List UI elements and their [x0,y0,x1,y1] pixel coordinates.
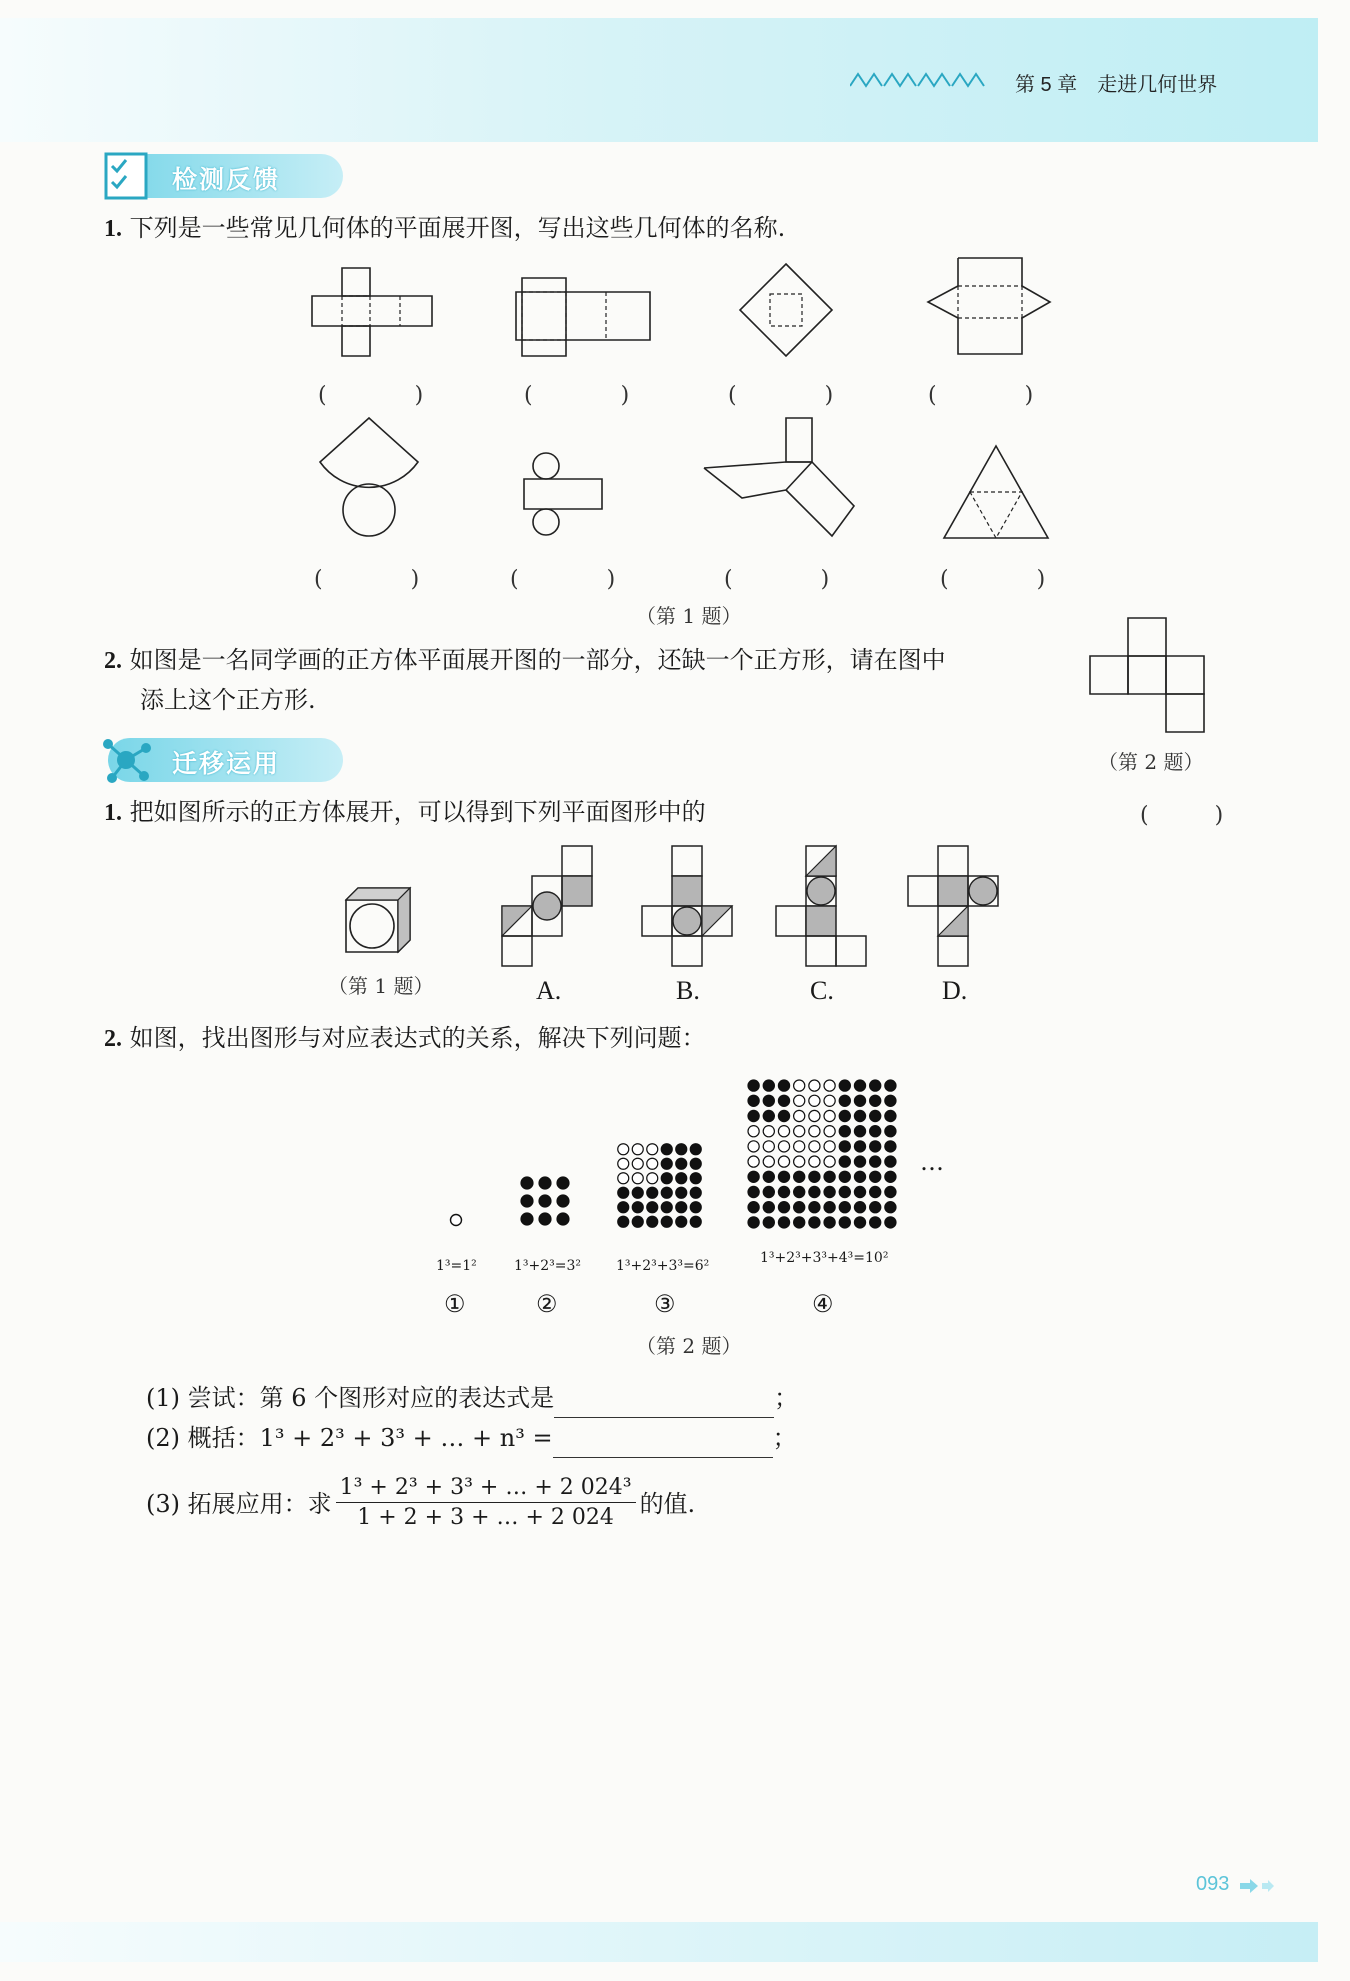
grid-dot [748,1141,759,1152]
grid-dot [870,1110,881,1121]
grid-dot [885,1126,896,1137]
grid-dot [809,1217,820,1228]
net-square-pyramid [738,262,834,358]
grid-dot [839,1095,850,1106]
grid-dot [647,1144,658,1155]
grid-dot [824,1126,835,1137]
grid-dot [794,1156,805,1167]
grid-dot [794,1186,805,1197]
grid-dot [809,1171,820,1182]
section-label-feedback: 检测反馈 [172,165,281,194]
sub-question-3 [146,1474,695,1533]
figure-caption: （第 1 题） [636,604,742,628]
grid-dot [854,1171,865,1182]
grid-dot [809,1110,820,1121]
grid-dot [824,1202,835,1213]
grid-dot [809,1202,820,1213]
grid-dot [824,1156,835,1167]
grid-dot [839,1141,850,1152]
grid-dot [661,1144,672,1155]
grid-dot [618,1144,629,1155]
grid-dot [539,1213,551,1225]
grid-dot [618,1158,629,1169]
grid-dot [824,1141,835,1152]
sub-question-2 [146,1418,797,1458]
grid-dot [618,1202,629,1213]
answer-blank[interactable] [553,1427,773,1458]
grid-dot [839,1171,850,1182]
sub-question-1 [146,1378,798,1418]
grid-dot [661,1173,672,1184]
figure-number-2: ② [536,1290,558,1318]
grid-dot [794,1126,805,1137]
answer-paren[interactable]: ( ) [728,383,834,408]
grid-dot [778,1095,789,1106]
grid-dot [839,1202,850,1213]
question-2-2 [104,1018,706,1059]
option-d-net[interactable] [904,844,1000,968]
molecule-icon [100,734,154,788]
option-c-net[interactable] [772,844,868,968]
grid-dot [854,1156,865,1167]
grid-dot [618,1173,629,1184]
expression-4: 1³+2³+3³+4³=10² [760,1250,889,1266]
grid-dot [778,1202,789,1213]
answer-paren[interactable]: ( ) [1140,803,1224,828]
option-d-label[interactable]: D. [942,976,968,1005]
grid-dot [676,1202,687,1213]
grid-dot [809,1141,820,1152]
grid-dot [690,1158,701,1169]
dot-grid-3 [616,1142,706,1232]
grid-dot [632,1216,643,1227]
answer-paren[interactable]: ( ) [928,383,1034,408]
expression-3: 1³+2³+3³=6² [616,1258,710,1274]
net-triangular-prism [924,254,1054,358]
grid-dot [870,1171,881,1182]
grid-dot [854,1080,865,1091]
figure-number-4: ④ [812,1290,834,1318]
grid-dot [778,1217,789,1228]
figure-caption: （第 2 题） [1098,750,1204,774]
grid-dot [794,1110,805,1121]
section-label-application: 迁移运用 [172,749,281,778]
grid-dot [854,1202,865,1213]
grid-dot [676,1158,687,1169]
grid-dot [885,1186,896,1197]
punctuation: ； [772,1424,797,1452]
fraction-numerator: 1³ + 2³ + 3³ + … + 2 024³ [336,1474,636,1503]
mountain-decoration-icon [850,68,1000,90]
option-a-label[interactable]: A. [536,976,562,1005]
dot-grid-4 [746,1078,900,1232]
grid-dot [763,1186,774,1197]
grid-dot [778,1141,789,1152]
grid-dot [870,1080,881,1091]
grid-dot [870,1141,881,1152]
grid-dot [632,1144,643,1155]
grid-dot [676,1187,687,1198]
grid-dot [854,1217,865,1228]
grid-dot [748,1217,759,1228]
answer-paren[interactable]: ( ) [524,383,630,408]
grid-dot [839,1126,850,1137]
grid-dot [809,1095,820,1106]
question-2-1 [104,792,706,833]
grid-dot [539,1177,551,1189]
grid-dot [557,1177,569,1189]
figure-number-3: ③ [654,1290,676,1318]
grid-dot [870,1156,881,1167]
grid-dot [661,1158,672,1169]
grid-dot [618,1216,629,1227]
question-number: 2. [104,1026,122,1052]
grid-dot [794,1080,805,1091]
option-c-label[interactable]: C. [810,976,834,1005]
grid-dot [763,1095,774,1106]
grid-dot [661,1216,672,1227]
dot-grid-1 [448,1212,464,1228]
option-b-label[interactable]: B. [676,976,700,1005]
answer-paren[interactable]: ( ) [510,567,616,592]
grid-dot [839,1217,850,1228]
grid-dot [690,1173,701,1184]
net-cone [314,416,424,540]
grid-dot [557,1195,569,1207]
grid-dot [885,1095,896,1106]
question-text-line1: 如图是一名同学画的正方体平面展开图的一部分，还缺一个正方形，请在图中 [129,646,946,674]
grid-dot [647,1216,658,1227]
expression-1: 1³=1² [436,1258,477,1274]
fraction [336,1474,636,1533]
grid-dot [763,1110,774,1121]
answer-paren[interactable]: ( ) [314,567,420,592]
grid-dot [794,1202,805,1213]
grid-dot [690,1187,701,1198]
net-cube-cross [310,262,435,362]
figure-number-1: ① [444,1290,466,1318]
grid-dot [778,1171,789,1182]
grid-dot [763,1080,774,1091]
grid-dot [870,1126,881,1137]
grid-dot [809,1126,820,1137]
grid-dot [839,1080,850,1091]
grid-dot [778,1110,789,1121]
grid-dot [870,1186,881,1197]
grid-dot [778,1156,789,1167]
grid-dot [690,1144,701,1155]
grid-dot [794,1141,805,1152]
grid-dot [690,1216,701,1227]
grid-dot [748,1080,759,1091]
sub-question-text: (2) 概括：1³ + 2³ + 3³ + … + n³ = [146,1424,553,1452]
grid-dot [824,1080,835,1091]
grid-dot [690,1202,701,1213]
grid-dot [632,1158,643,1169]
grid-dot [647,1202,658,1213]
grid-dot [794,1217,805,1228]
grid-dot [885,1141,896,1152]
grid-dot [885,1110,896,1121]
grid-dot [839,1186,850,1197]
grid-dot [763,1202,774,1213]
grid-dot [824,1171,835,1182]
question-text: 如图，找出图形与对应表达式的关系，解决下列问题： [129,1024,706,1052]
grid-dot [885,1080,896,1091]
grid-dot [839,1156,850,1167]
sub-question-suffix: 的值. [639,1489,696,1518]
grid-dot [794,1095,805,1106]
grid-dot [854,1095,865,1106]
page-number: 093 [1196,1873,1230,1895]
answer-paren[interactable]: ( ) [318,383,424,408]
option-b-net[interactable] [638,844,734,968]
grid-dot [885,1156,896,1167]
net-triangular-pyramid [940,444,1052,542]
sub-question-text: (3) 拓展应用：求 [146,1489,332,1518]
grid-dot [618,1187,629,1198]
grid-dot [854,1110,865,1121]
grid-dot [661,1187,672,1198]
option-a-net[interactable] [498,844,594,968]
grid-dot [794,1171,805,1182]
grid-dot [854,1141,865,1152]
grid-dot [824,1186,835,1197]
grid-dot [748,1171,759,1182]
grid-dot [824,1095,835,1106]
ellipsis: … [920,1148,944,1176]
question-number: 1. [104,216,122,242]
grid-dot [763,1126,774,1137]
cube-figure [344,886,414,956]
grid-dot [632,1187,643,1198]
footer-band [0,1922,1318,1962]
grid-dot [521,1213,533,1225]
sub-question-text: (1) 尝试：第 6 个图形对应的表达式是 [146,1384,555,1412]
grid-dot [521,1195,533,1207]
grid-dot [647,1173,658,1184]
grid-dot [809,1080,820,1091]
grid-dot [748,1110,759,1121]
question-1-1 [104,208,785,249]
grid-dot [778,1080,789,1091]
grid-dot [824,1110,835,1121]
grid-dot [647,1158,658,1169]
question-text: 把如图所示的正方体展开，可以得到下列平面图形中的 [129,798,706,826]
grid-dot [885,1171,896,1182]
grid-dot [870,1202,881,1213]
expression-2: 1³+2³=3² [514,1258,582,1274]
grid-dot [748,1126,759,1137]
dot-grid-2 [518,1174,574,1230]
grid-dot [632,1173,643,1184]
fraction-denominator: 1 + 2 + 3 + … + 2 024 [357,1505,614,1530]
grid-dot [809,1156,820,1167]
grid-dot [661,1202,672,1213]
grid-dot [748,1095,759,1106]
partial-cube-net[interactable] [1088,616,1206,734]
grid-dot [748,1202,759,1213]
grid-dot [632,1202,643,1213]
grid-dot [676,1173,687,1184]
checklist-icon [102,150,154,202]
grid-dot [557,1213,569,1225]
grid-dot [885,1202,896,1213]
net-cylinder [520,446,606,542]
question-number: 1. [104,800,122,826]
grid-dot [809,1186,820,1197]
grid-dot [778,1126,789,1137]
grid-dot [763,1141,774,1152]
grid-dot [885,1217,896,1228]
net-triangular-prism-y [702,414,860,542]
grid-dot [676,1144,687,1155]
grid-dot [870,1095,881,1106]
arrow-right-icon [1240,1879,1280,1893]
answer-paren[interactable]: ( ) [724,567,830,592]
punctuation: ； [774,1384,799,1412]
grid-dot [748,1186,759,1197]
grid-dot [676,1216,687,1227]
grid-dot [839,1110,850,1121]
cube-caption: （第 1 题） [328,974,434,998]
question-1-2 [104,640,1084,681]
grid-dot [763,1171,774,1182]
grid-dot [647,1187,658,1198]
net-cuboid [514,274,652,358]
question-text-line2: 添上这个正方形. [140,686,316,714]
grid-dot [763,1156,774,1167]
grid-dot [854,1186,865,1197]
grid-dot [824,1217,835,1228]
chapter-title: 第 5 章 走进几何世界 [1015,74,1218,96]
question-text: 下列是一些常见几何体的平面展开图，写出这些几何体的名称. [129,214,786,242]
answer-blank[interactable] [554,1387,774,1418]
answer-paren[interactable]: ( ) [940,567,1046,592]
question-number: 2. [104,648,122,674]
grid-dot [854,1126,865,1137]
grid-dot [778,1186,789,1197]
grid-dot [870,1217,881,1228]
grid-dot [748,1156,759,1167]
grid-dot [521,1177,533,1189]
grid-dot [539,1195,551,1207]
figure-caption: （第 2 题） [636,1334,742,1358]
grid-dot [763,1217,774,1228]
